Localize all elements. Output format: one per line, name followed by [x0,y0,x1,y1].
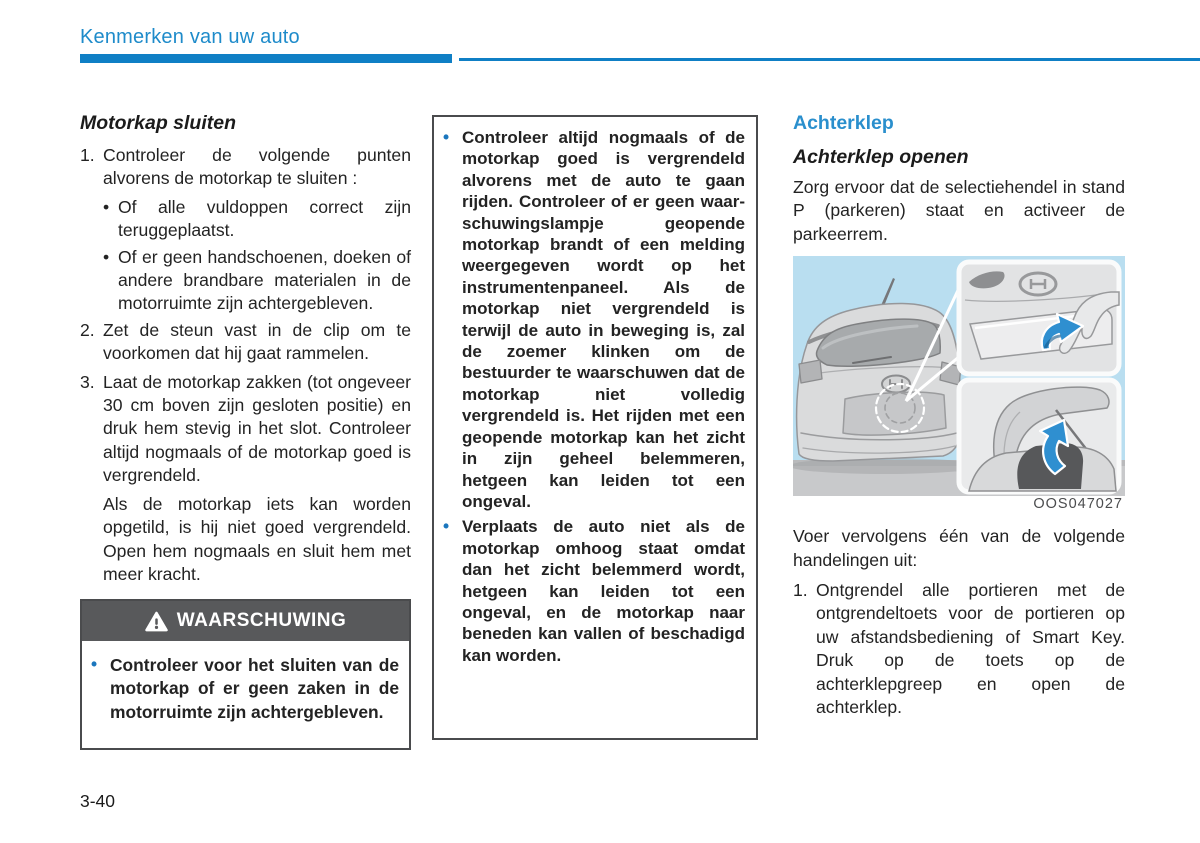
step-2 [80,319,411,366]
right-column [793,112,1125,724]
step-number: 1. [80,145,95,165]
warning-triangle-icon [145,611,168,632]
step-number: 2. [80,319,95,340]
tailgate-illustration [793,256,1125,512]
warning-text: Verplaats de auto niet als de motorkap omhoog staat omdat dan het zicht belemmerd wordt, hetgeen kan leiden tot een ongeval, en de motorkap naar beneden kan vallen of beschadigd kan worden. [462,517,745,665]
step-text: Ontgrendel alle portieren met de ontgrendeltoets voor de portieren op uw afstandsbediening of Smart Key. Druk op de toets op de achterklepgreep en open de achterklep. [816,580,1125,718]
right-step-1 [793,579,1125,719]
bullet-text: Of er geen handschoenen, doeken of andere brandbare materialen in de motorruimte zijn achtergebleven. [118,246,411,314]
warning-text: Controleer altijd nogmaals of de motorkap goed is vergrendeld alvorens met de auto te gaan rijden. Controleer of er geen waar-schuwingslampje geopende motorkap brandt of een melding weergegeven wordt op het instrumentenpaneel. Als de motorkap niet vergrendeld is terwijl de auto in beweging is, zal de zoemer klinken om de bestuurder te waarschuwen dat de motorkap niet volledig vergrendeld is. Het rijden met een geopende motorkap kan het zicht in zijn geheel belemmeren, hetgeen kan leiden tot een ongeval. [462,128,745,511]
inset-handle-closeup [959,262,1119,374]
step-text: Controleer de volgende punten alvorens de motorkap te sluiten : [103,145,411,189]
step-3 [80,371,411,488]
page-number: 3-40 [80,791,116,811]
bullet-dot-icon: • [91,654,98,674]
warning-header [82,601,409,641]
step-1 [80,144,411,191]
warning-box-continued [432,115,758,740]
bullet-dot-icon: • [443,127,450,147]
header-rule-thin [459,58,1200,61]
warning-bullet [443,127,745,512]
illustration-caption: OOS047027 [1027,496,1123,512]
warning-title: WAARSCHUWING [176,610,347,631]
tailgate-illustration-graphic [793,256,1125,512]
warning-text: Controleer voor het sluiten van de motorkap of er geen zaken in de motorruimte zijn achtergebleven. [110,655,399,722]
step-number: 1. [793,580,808,601]
step-3-note: Als de motorkap iets kan worden opgetild, is hij niet goed vergrendeld. Open hem nogmaals en sluit hem met meer kracht. [103,493,411,584]
step-number: 3. [80,371,95,392]
warning-box [80,599,411,750]
section-title-motorkap-sluiten: Motorkap sluiten [80,112,237,134]
subsection-title-achterklep-openen: Achterklep openen [793,146,969,168]
page-header: Kenmerken van uw auto [80,26,300,48]
step-1-bullet-1 [103,196,411,243]
step-1-bullet-2 [103,246,411,316]
section-title-achterklep: Achterklep [793,112,894,134]
step-text: Laat de motorkap zakken (tot ongeveer 30 cm boven zijn gesloten positie) en druk hem stevig in het slot. Controleer altijd nogmaals of de motorkap goed is vergrendeld. [103,371,411,486]
step-text: Zet de steun vast in de clip om te voorkomen dat hij gaat rammelen. [103,319,411,364]
bullet-text: Of alle vuldoppen correct zijn teruggeplaatst. [118,196,411,241]
left-column [80,112,411,592]
warning-bullet [91,654,399,724]
warning-bullet [443,516,745,666]
followup-paragraph: Voer vervolgens één van de volgende handelingen uit: [793,526,1125,570]
inset-open-tailgate [959,380,1119,492]
header-rule-thick [80,54,452,63]
bullet-dot-icon: • [103,246,110,267]
bullet-dot-icon: • [103,196,110,217]
warning-body [82,641,409,748]
bullet-dot-icon: • [443,516,450,537]
intro-paragraph: Zorg ervoor dat de selectiehendel in stand P (parkeren) staat en activeer de parkeerrem. [793,177,1125,244]
